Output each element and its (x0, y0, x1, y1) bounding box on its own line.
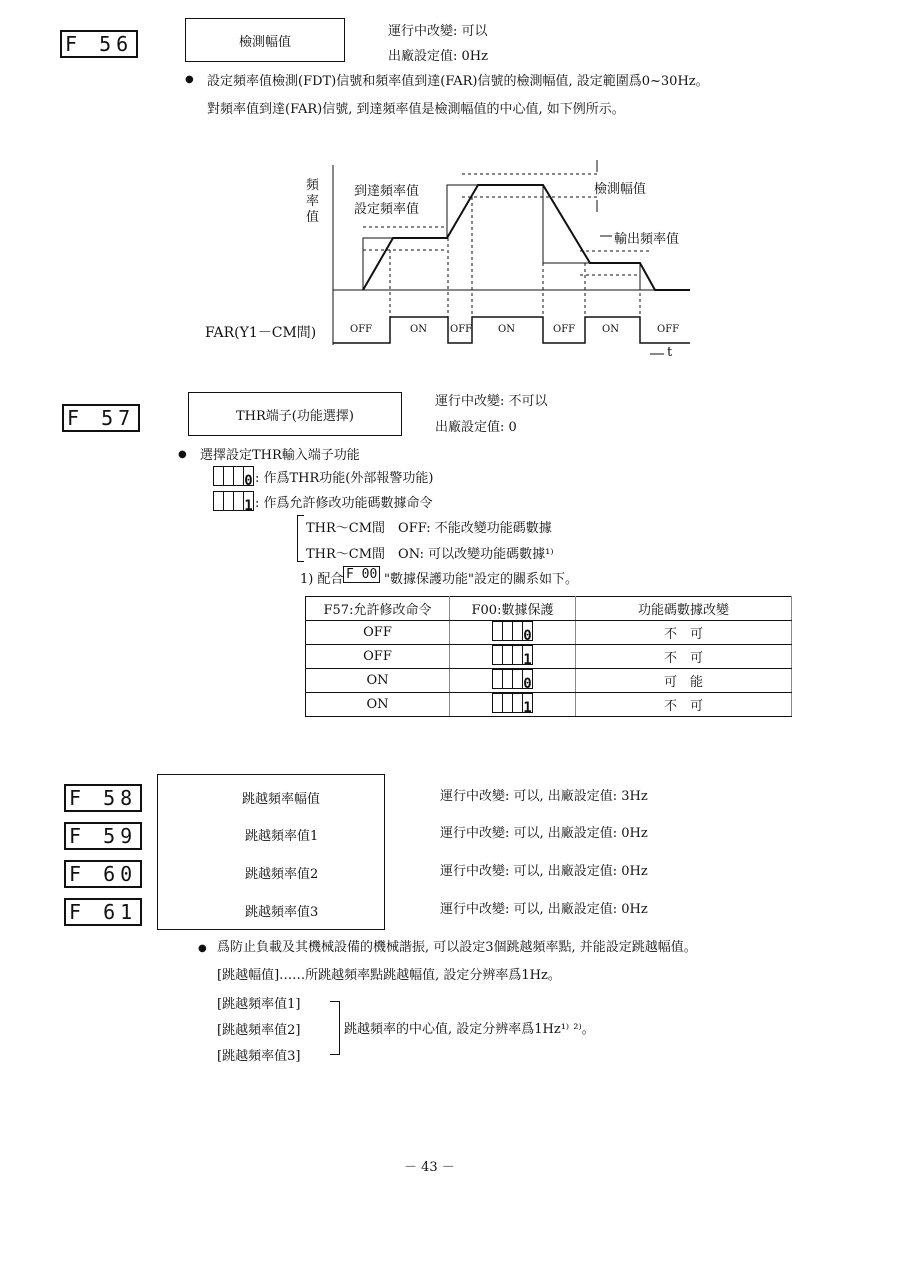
note-prefix: 1) 配合 (300, 572, 344, 587)
jump-info: 運行中改變: 可以, 出廠設定值: 3Hz (440, 789, 648, 804)
table-cell: 可 能 (576, 669, 792, 693)
far-state: OFF (553, 324, 576, 335)
table-row (306, 645, 792, 669)
option-1-text: : 作爲允許修改功能碼數據命令 (255, 496, 433, 511)
change-during-run: 運行中改變: 不可以 (435, 394, 548, 409)
far-timing-diagram (0, 0, 900, 380)
jump-title: 跳越頻率幅值 (242, 792, 321, 807)
description-line: 對頻率值到達(FAR)信號, 到達頻率值是檢測幅值的中心值, 如下例所示。 (207, 102, 625, 117)
jump-title: 跳越頻率值2 (245, 867, 319, 882)
lcd-code-f58: F 58 (64, 784, 142, 812)
bracket (297, 515, 304, 562)
table-header: 功能碼數據改變 (576, 597, 792, 621)
table-cell: 0 (450, 669, 576, 693)
page-number: － 43 － (404, 1160, 455, 1175)
parameter-title-box: THR端子(功能選擇) (188, 392, 402, 436)
label-detect-width: 檢測幅值 (594, 182, 647, 197)
lcd-code-f00: F 00 (343, 566, 380, 583)
label-arrive-frequency: 到達頻率值 (354, 184, 420, 199)
lcd-code-f59: F 59 (64, 822, 142, 850)
data-protection-table (305, 596, 792, 717)
bullet-text: 選擇設定THR輸入端子功能 (200, 448, 360, 463)
jump-info: 運行中改變: 可以, 出廠設定值: 0Hz (440, 902, 648, 917)
table-header-row (306, 597, 792, 621)
time-label: t (667, 345, 673, 360)
table-cell: 不 可 (576, 621, 792, 645)
y-axis-label: 頻率值 (306, 178, 320, 225)
table-cell: 不 可 (576, 645, 792, 669)
segment-display-0: 0 (213, 466, 254, 489)
table-cell: OFF (306, 645, 450, 669)
jump-width-line: [跳越幅值]……所跳越頻率點跳越幅值, 設定分辨率爲1Hz。 (217, 968, 561, 983)
table-row (306, 621, 792, 645)
note-suffix: "數據保護功能"設定的關系如下。 (384, 572, 578, 587)
lcd-code-f57: F 57 (62, 404, 140, 432)
lcd-code-f60: F 60 (64, 860, 142, 888)
factory-default: 出廠設定值: 0 (435, 420, 517, 435)
lcd-code-f56: F 56 (60, 30, 138, 58)
jump-title: 跳越頻率值3 (245, 905, 319, 920)
label-output-frequency: 輸出頻率值 (614, 232, 680, 247)
thr-on-text: THR～CM間 ON: 可以改變功能碼數據¹⁾ (306, 547, 554, 562)
bullet-icon: ● (178, 449, 187, 460)
bracket (330, 1001, 340, 1055)
thr-off-text: THR～CM間 OFF: 不能改變功能碼數據 (306, 521, 552, 536)
jump-title: 跳越頻率值1 (245, 829, 319, 844)
jump-freq-3: [跳越頻率值3] (217, 1049, 301, 1064)
bullet-icon: ● (198, 943, 207, 954)
table-cell: OFF (306, 621, 450, 645)
table-cell: ON (306, 669, 450, 693)
option-0-text: : 作爲THR功能(外部報警功能) (255, 471, 434, 486)
bullet-icon: ● (185, 74, 194, 85)
label-set-frequency: 設定頻率值 (354, 202, 420, 217)
far-state: OFF (657, 324, 680, 335)
table-row (306, 693, 792, 717)
table-cell: 不 可 (576, 693, 792, 717)
jump-freq-2: [跳越頻率值2] (217, 1023, 301, 1038)
table-cell: 1 (450, 693, 576, 717)
change-during-run: 運行中改變: 可以 (388, 24, 488, 39)
table-row (306, 669, 792, 693)
far-state: ON (498, 324, 515, 335)
parameter-title-box: 檢測幅值 (185, 18, 345, 62)
far-label: FAR(Y1－CM間) (205, 325, 317, 341)
far-state: OFF (350, 324, 373, 335)
table-header: F57:允許修改命令 (306, 597, 450, 621)
table-cell: 1 (450, 645, 576, 669)
table-header: F00:數據保護 (450, 597, 576, 621)
jump-center-text: 跳越頻率的中心值, 設定分辨率爲1Hz¹⁾ ²⁾。 (344, 1022, 595, 1037)
segment-display-1: 1 (213, 491, 254, 514)
jump-info: 運行中改變: 可以, 出廠設定值: 0Hz (440, 826, 648, 841)
far-state: ON (410, 324, 427, 335)
lcd-code-f61: F 61 (64, 898, 142, 926)
factory-default: 出廠設定值: 0Hz (388, 49, 488, 64)
bullet-text: 爲防止負載及其機械設備的機械諧振, 可以設定3個跳越頻率點, 并能設定跳越幅值。 (217, 940, 697, 955)
table-cell: 0 (450, 621, 576, 645)
jump-freq-1: [跳越頻率值1] (217, 997, 301, 1012)
table-cell: ON (306, 693, 450, 717)
far-state: OFF (450, 324, 473, 335)
jump-info: 運行中改變: 可以, 出廠設定值: 0Hz (440, 864, 648, 879)
description-line: 設定頻率值檢測(FDT)信號和頻率值到達(FAR)信號的檢測幅值, 設定範圍爲0~30Hz。 (207, 74, 709, 89)
far-state: ON (602, 324, 619, 335)
